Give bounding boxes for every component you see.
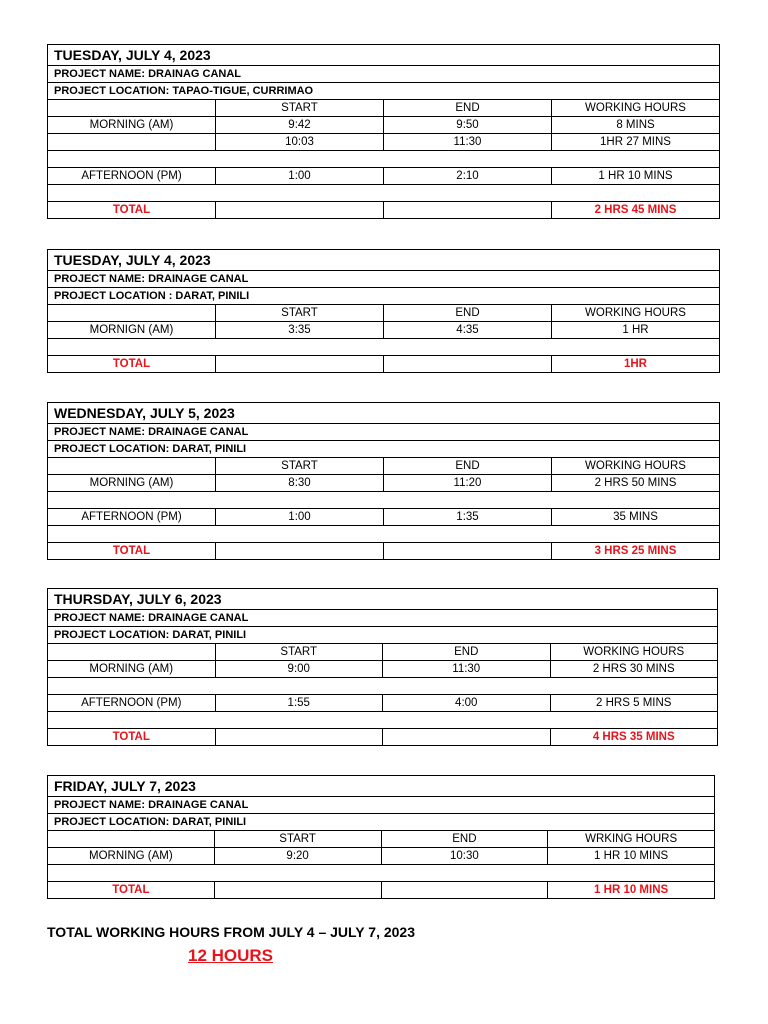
empty-cell (381, 882, 548, 899)
total-row (48, 882, 715, 899)
total-value: 1HR (552, 356, 720, 373)
day-table-2 (47, 249, 720, 373)
header-blank (48, 100, 216, 117)
header-start: START (216, 100, 384, 117)
hours-cell: 2 HRS 50 MINS (552, 475, 720, 492)
table-row (48, 134, 720, 151)
header-end: END (384, 305, 552, 322)
end-cell: 2:10 (384, 168, 552, 185)
end-cell: 10:30 (381, 848, 548, 865)
empty-cell (216, 202, 384, 219)
project-name: PROJECT NAME: DRAINAGE CANAL (48, 271, 720, 288)
header-start: START (216, 305, 384, 322)
hours-cell: 1HR 27 MINS (552, 134, 720, 151)
period-cell: AFTERNOON (PM) (48, 168, 216, 185)
day-table-5 (47, 775, 715, 899)
start-cell: 9:42 (216, 117, 384, 134)
project-name: PROJECT NAME: DRAINAG CANAL (48, 66, 720, 83)
empty-cell (384, 202, 552, 219)
table-row (48, 848, 715, 865)
project-location: PROJECT LOCATION: DARAT, PINILI (48, 441, 720, 458)
project-location: PROJECT LOCATION : DARAT, PINILI (48, 288, 720, 305)
header-working-hours: WORKING HOURS (550, 644, 718, 661)
header-start: START (215, 644, 383, 661)
header-start: START (214, 831, 381, 848)
spacer-row (48, 492, 720, 509)
header-end: END (384, 100, 552, 117)
total-label: TOTAL (48, 729, 216, 746)
end-cell: 9:50 (384, 117, 552, 134)
empty-cell (383, 729, 551, 746)
start-cell: 9:00 (215, 661, 383, 678)
period-cell: MORNING (AM) (48, 475, 216, 492)
end-cell: 11:30 (383, 661, 551, 678)
total-label: TOTAL (48, 543, 216, 560)
total-value: 2 HRS 45 MINS (552, 202, 720, 219)
total-row (48, 543, 720, 560)
hours-cell: 35 MINS (552, 509, 720, 526)
period-cell: AFTERNOON (PM) (48, 695, 216, 712)
period-cell: AFTERNOON (PM) (48, 509, 216, 526)
table-row (48, 509, 720, 526)
date-heading: THURSDAY, JULY 6, 2023 (48, 589, 718, 610)
project-name: PROJECT NAME: DRAINAGE CANAL (48, 610, 718, 627)
spacer-row (48, 339, 720, 356)
hours-cell: 1 HR 10 MINS (552, 168, 720, 185)
header-working-hours: WORKING HOURS (552, 100, 720, 117)
total-row (48, 356, 720, 373)
header-start: START (216, 458, 384, 475)
project-location: PROJECT LOCATION: DARAT, PINILI (48, 627, 718, 644)
spacer-row (48, 678, 718, 695)
date-heading: TUESDAY, JULY 4, 2023 (48, 250, 720, 271)
summary-total-hours: 12 HOURS (188, 946, 274, 965)
spacer-row (48, 865, 715, 882)
project-location: PROJECT LOCATION: DARAT, PINILI (48, 814, 715, 831)
header-working-hours: WRKING HOURS (548, 831, 715, 848)
header-blank (48, 831, 215, 848)
header-blank (48, 305, 216, 322)
period-cell: MORNING (AM) (48, 848, 215, 865)
total-label: TOTAL (48, 882, 215, 899)
day-table-4 (47, 588, 718, 746)
day-table-1 (47, 44, 720, 219)
hours-cell: 2 HRS 5 MINS (550, 695, 718, 712)
total-value: 4 HRS 35 MINS (550, 729, 718, 746)
empty-cell (214, 882, 381, 899)
total-value: 3 HRS 25 MINS (552, 543, 720, 560)
header-end: END (384, 458, 552, 475)
period-cell: MORNIGN (AM) (48, 322, 216, 339)
end-cell: 11:30 (384, 134, 552, 151)
spacer-row (48, 712, 718, 729)
total-value: 1 HR 10 MINS (548, 882, 715, 899)
table-row (48, 475, 720, 492)
empty-cell (384, 543, 552, 560)
end-cell: 11:20 (384, 475, 552, 492)
end-cell: 4:35 (384, 322, 552, 339)
project-location: PROJECT LOCATION: TAPAO-TIGUE, CURRIMAO (48, 83, 720, 100)
start-cell: 1:00 (216, 168, 384, 185)
project-name: PROJECT NAME: DRAINAGE CANAL (48, 424, 720, 441)
table-row (48, 695, 718, 712)
hours-cell: 1 HR (552, 322, 720, 339)
start-cell: 3:35 (216, 322, 384, 339)
date-heading: FRIDAY, JULY 7, 2023 (48, 776, 715, 797)
hours-cell: 1 HR 10 MINS (548, 848, 715, 865)
header-working-hours: WORKING HOURS (552, 305, 720, 322)
start-cell: 1:55 (215, 695, 383, 712)
spacer-row (48, 185, 720, 202)
date-heading: TUESDAY, JULY 4, 2023 (48, 45, 720, 66)
period-cell: MORNING (AM) (48, 117, 216, 134)
header-end: END (381, 831, 548, 848)
period-cell (48, 134, 216, 151)
empty-cell (384, 356, 552, 373)
table-row (48, 661, 718, 678)
total-label: TOTAL (48, 202, 216, 219)
start-cell: 1:00 (216, 509, 384, 526)
empty-cell (215, 729, 383, 746)
end-cell: 1:35 (384, 509, 552, 526)
start-cell: 10:03 (216, 134, 384, 151)
empty-cell (216, 543, 384, 560)
table-row (48, 168, 720, 185)
start-cell: 8:30 (216, 475, 384, 492)
header-working-hours: WORKING HOURS (552, 458, 720, 475)
header-blank (48, 458, 216, 475)
table-row (48, 322, 720, 339)
empty-cell (216, 356, 384, 373)
total-label: TOTAL (48, 356, 216, 373)
spacer-row (48, 151, 720, 168)
project-name: PROJECT NAME: DRAINAGE CANAL (48, 797, 715, 814)
header-end: END (383, 644, 551, 661)
table-row (48, 117, 720, 134)
total-row (48, 202, 720, 219)
total-row (48, 729, 718, 746)
period-cell: MORNING (AM) (48, 661, 216, 678)
start-cell: 9:20 (214, 848, 381, 865)
date-heading: WEDNESDAY, JULY 5, 2023 (48, 403, 720, 424)
end-cell: 4:00 (383, 695, 551, 712)
summary-label: TOTAL WORKING HOURS FROM JULY 4 – JULY 7, 2023 (47, 924, 415, 940)
spacer-row (48, 526, 720, 543)
header-blank (48, 644, 216, 661)
hours-cell: 8 MINS (552, 117, 720, 134)
hours-cell: 2 HRS 30 MINS (550, 661, 718, 678)
day-table-3 (47, 402, 720, 560)
